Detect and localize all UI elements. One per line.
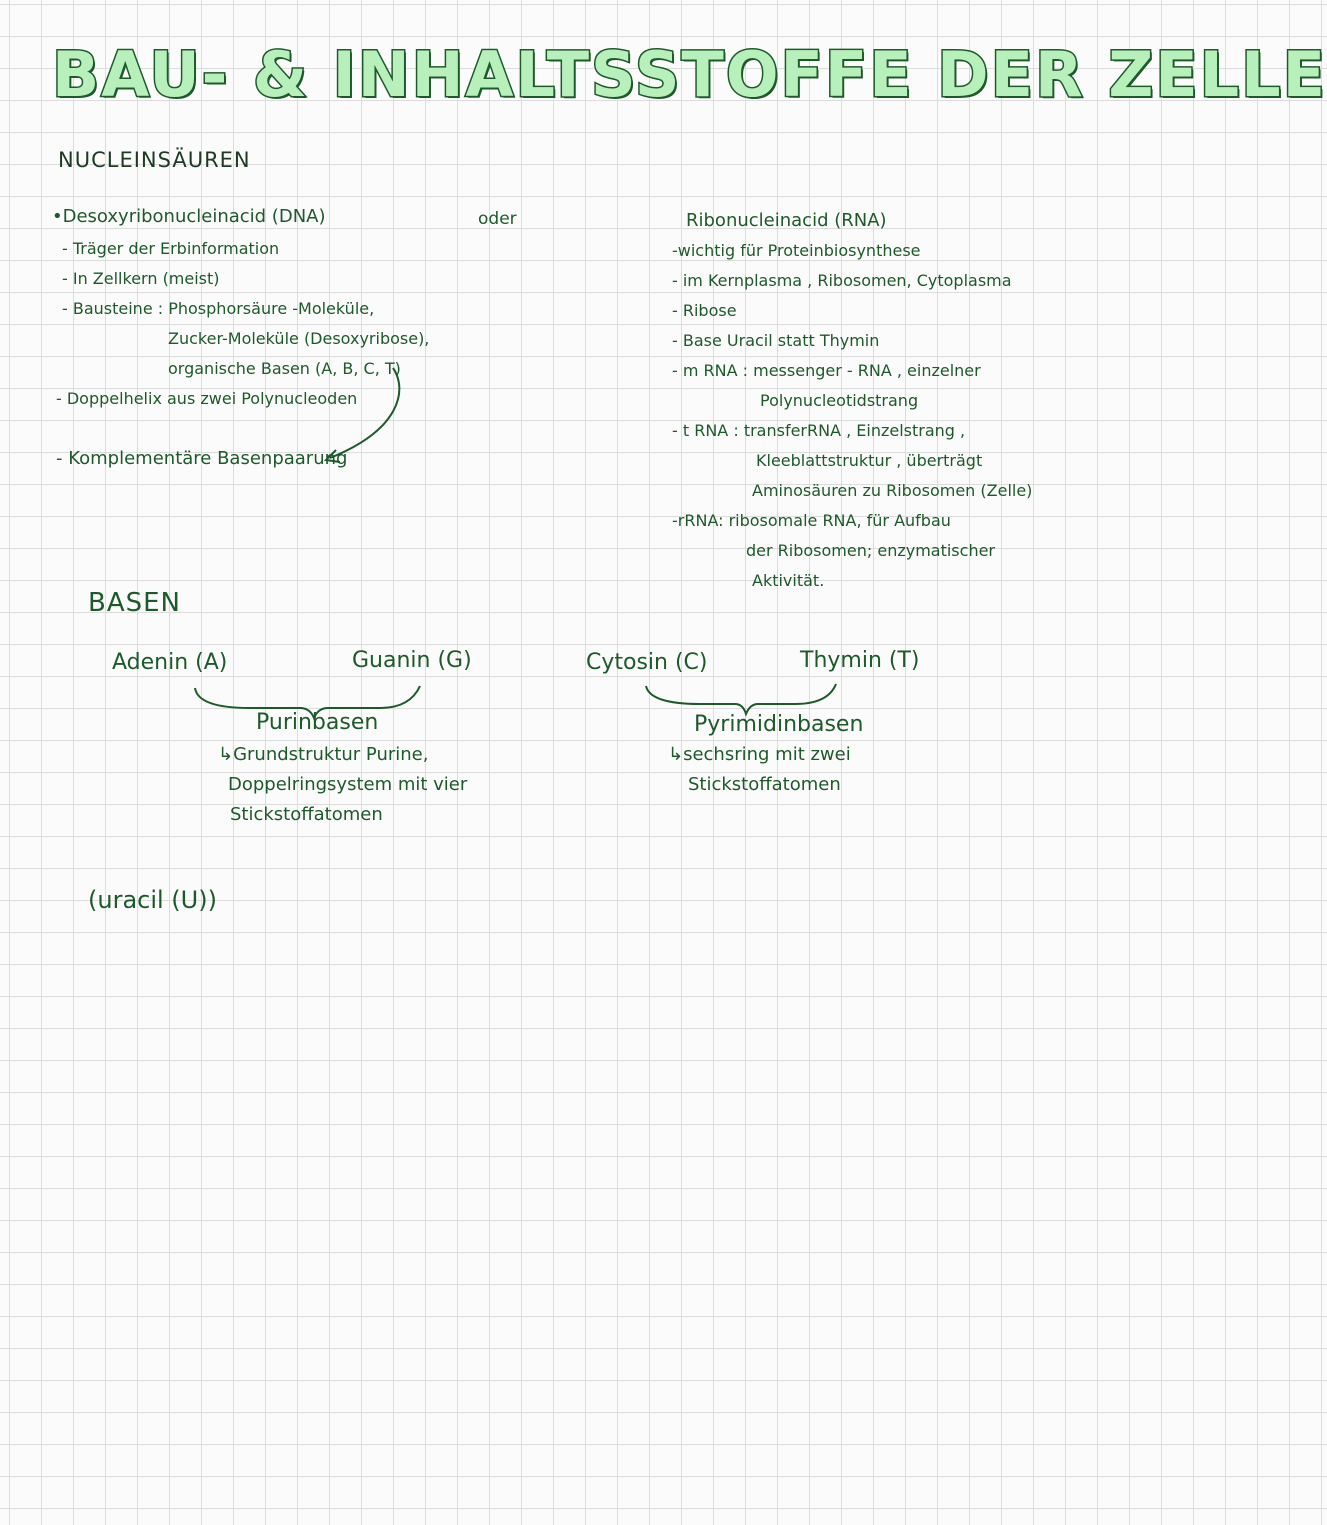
dna-line: - Bausteine : Phosphorsäure -Moleküle, [62, 299, 375, 318]
rna-line: Polynucleotidstrang [760, 391, 919, 410]
dna-heading: •Desoxyribonucleinacid (DNA) [52, 206, 326, 227]
pyrimidin-title: Pyrimidinbasen [694, 712, 864, 737]
dna-list [56, 234, 430, 414]
bases-heading: BASEN [88, 588, 182, 618]
dna-line: - In Zellkern (meist) [62, 269, 220, 288]
rna-line: Aktivität. [752, 571, 825, 590]
rna-line: -rRNA: ribosomale RNA, für Aufbau [672, 511, 951, 530]
purin-description [218, 740, 467, 830]
dna-line: - Träger der Erbinformation [62, 239, 280, 258]
rna-line: - t RNA : transferRNA , Einzelstrang , [672, 421, 966, 440]
uracil-note: (uracil (U)) [88, 886, 217, 914]
pyrimidin-line: Stickstoffatomen [688, 774, 841, 795]
rna-list [672, 236, 1032, 596]
dna-line: organische Basen (A, B, C, T) [168, 359, 401, 378]
purin-line: ↳Grundstruktur Purine, [218, 744, 429, 765]
rna-line: Aminosäuren zu Ribosomen (Zelle) [752, 481, 1033, 500]
dna-line: - Doppelhelix aus zwei Polynucleoden [56, 389, 358, 408]
rna-line: der Ribosomen; enzymatischer [746, 541, 995, 560]
base-adenin: Adenin (A) [112, 650, 228, 675]
purin-line: Stickstoffatomen [230, 804, 383, 825]
base-thymin: Thymin (T) [800, 648, 920, 673]
dna-line: Zucker-Moleküle (Desoxyribose), [168, 329, 430, 348]
purin-line: Doppelringsystem mit vier [228, 774, 468, 795]
rna-line: - Base Uracil statt Thymin [672, 331, 880, 350]
page-title: BAU- & INHALTSSTOFFE DER ZELLE [52, 38, 1327, 111]
rna-line: -wichtig für Proteinbiosynthese [672, 241, 921, 260]
oder-word: oder [478, 209, 517, 229]
rna-line: - im Kernplasma , Ribosomen, Cytoplasma [672, 271, 1012, 290]
base-cytosin: Cytosin (C) [586, 650, 708, 675]
rna-line: - m RNA : messenger - RNA , einzelner [672, 361, 981, 380]
pyrimidin-line: ↳sechsring mit zwei [668, 744, 851, 765]
pyrimidin-brace [646, 684, 836, 714]
pyrimidin-description [668, 740, 851, 800]
section-heading: NUCLEINSÄUREN [58, 148, 251, 172]
dna-extra-line: - Komplementäre Basenpaarung [56, 448, 348, 469]
purin-title: Purinbasen [256, 710, 379, 735]
rna-line: Kleeblattstruktur , überträgt [756, 451, 983, 470]
base-guanin: Guanin (G) [352, 648, 472, 673]
rna-line: - Ribose [672, 301, 737, 320]
rna-heading: Ribonucleinacid (RNA) [686, 210, 887, 231]
